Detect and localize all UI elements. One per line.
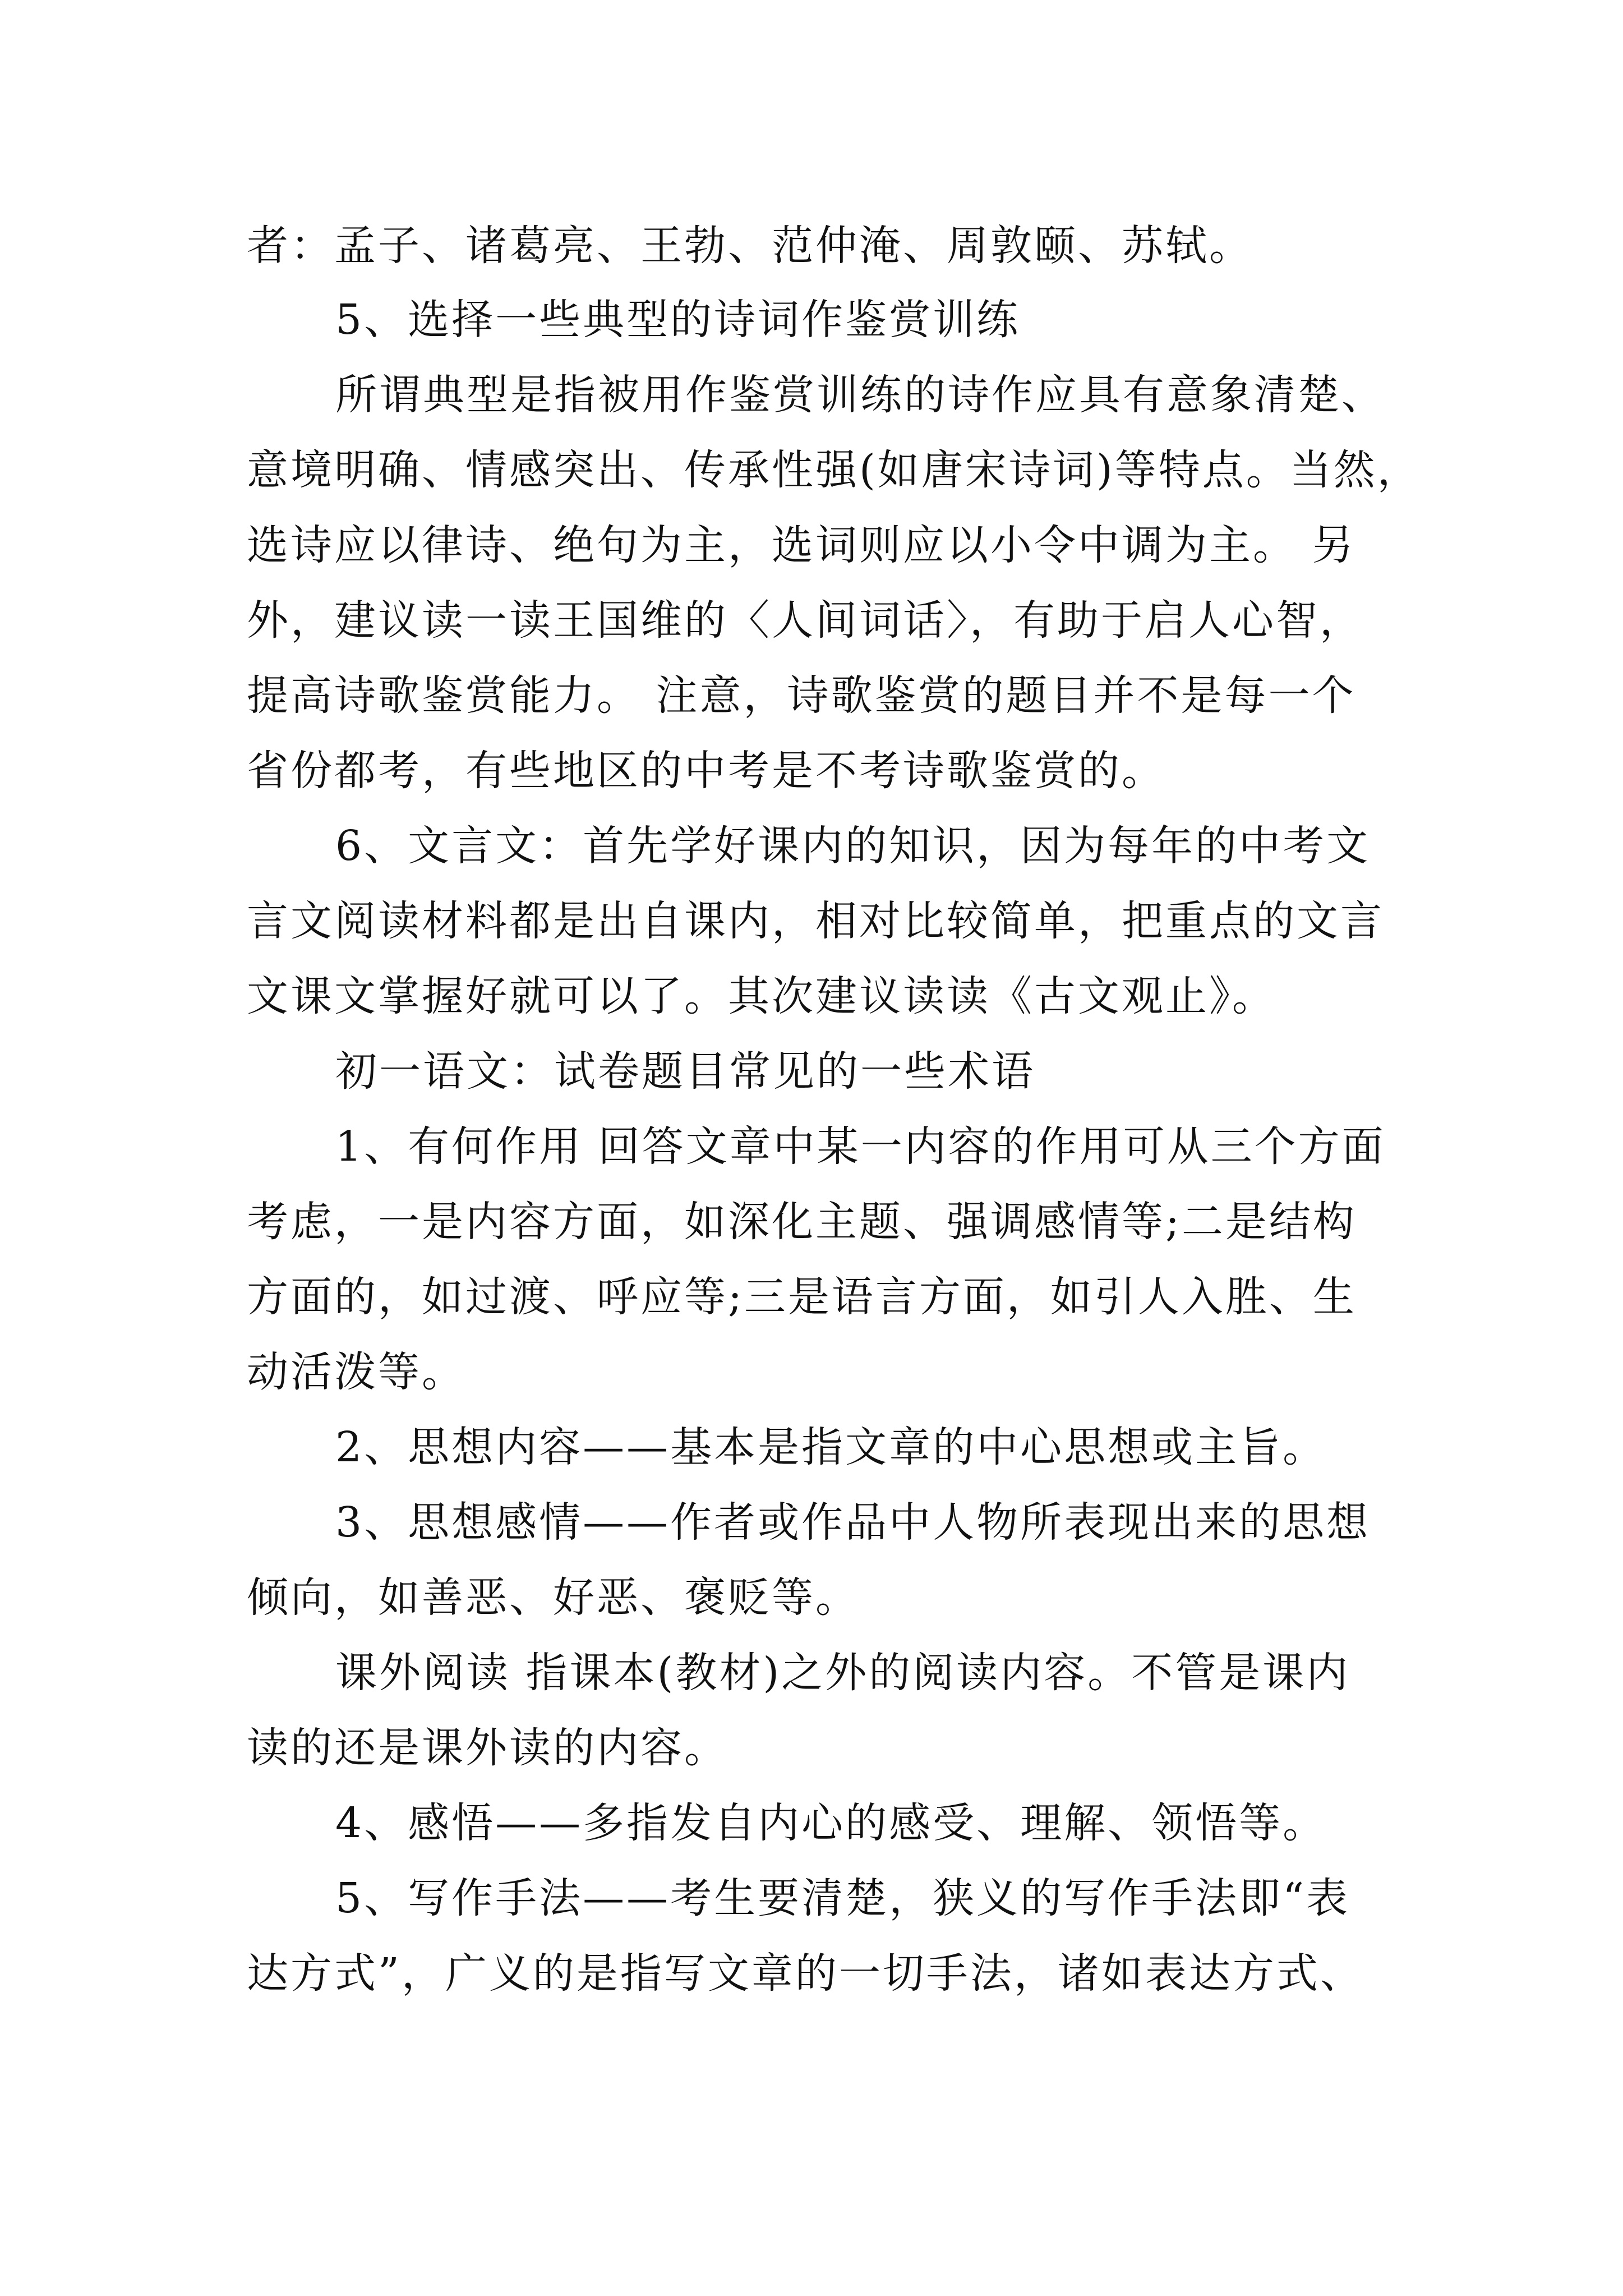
text-line: 2、思想内容——基本是指文章的中心思想或主旨。 [335,1423,1327,1471]
text-line: 外，建议读一读王国维的〈人间词话〉，有助于启人心智， [247,596,1363,645]
text-line: 者：孟子、诸葛亮、王勃、范仲淹、周敦颐、苏轼。 [247,222,1253,270]
text-line: 方面的，如过渡、呼应等;三是语言方面，如引人入胜、生 [247,1273,1357,1321]
text-line: 5、写作手法——考生要清楚，狭义的写作手法即“表 [335,1874,1350,1922]
text-line: 初一语文：试卷题目常见的一些术语 [335,1047,1035,1096]
text-line: 动活泼等。 [247,1348,465,1396]
text-line: 提高诗歌鉴赏能力。 注意，诗歌鉴赏的题目并不是每一个 [247,671,1356,720]
text-line: 3、思想感情——作者或作品中人物所表现出来的思想 [335,1498,1371,1547]
text-line: 省份都考，有些地区的中考是不考诗歌鉴赏的。 [247,747,1165,795]
text-line: 课外阅读 指课本(教材)之外的阅读内容。不管是课内 [335,1649,1350,1697]
text-line: 意境明确、情感突出、传承性强(如唐宋诗词)等特点。当然， [247,446,1421,494]
text-line: 考虑，一是内容方面，如深化主题、强调感情等;二是结构 [247,1198,1357,1246]
text-line: 5、选择一些典型的诗词作鉴赏训练 [335,296,1021,344]
text-line: 1、有何作用 回答文章中某一内容的作用可从三个方面 [335,1122,1386,1171]
text-line: 达方式”，广义的是指写文章的一切手法，诸如表达方式、 [247,1949,1364,1998]
text-line: 言文阅读材料都是出自课内，相对比较简单，把重点的文言 [247,897,1384,945]
text-line: 选诗应以律诗、绝句为主，选词则应以小令中调为主。 另 [247,521,1356,569]
text-line: 倾向，如善恶、好恶、褒贬等。 [247,1573,859,1622]
text-line: 文课文掌握好就可以了。其次建议读读《古文观止》。 [247,972,1276,1020]
text-line: 所谓典型是指被用作鉴赏训练的诗作应具有意象清楚、 [335,371,1385,419]
text-line: 读的还是课外读的内容。 [247,1724,728,1772]
text-line: 4、感悟——多指发自内心的感受、理解、领悟等。 [335,1799,1327,1847]
text-line: 6、文言文：首先学好课内的知识，因为每年的中考文 [335,822,1371,870]
